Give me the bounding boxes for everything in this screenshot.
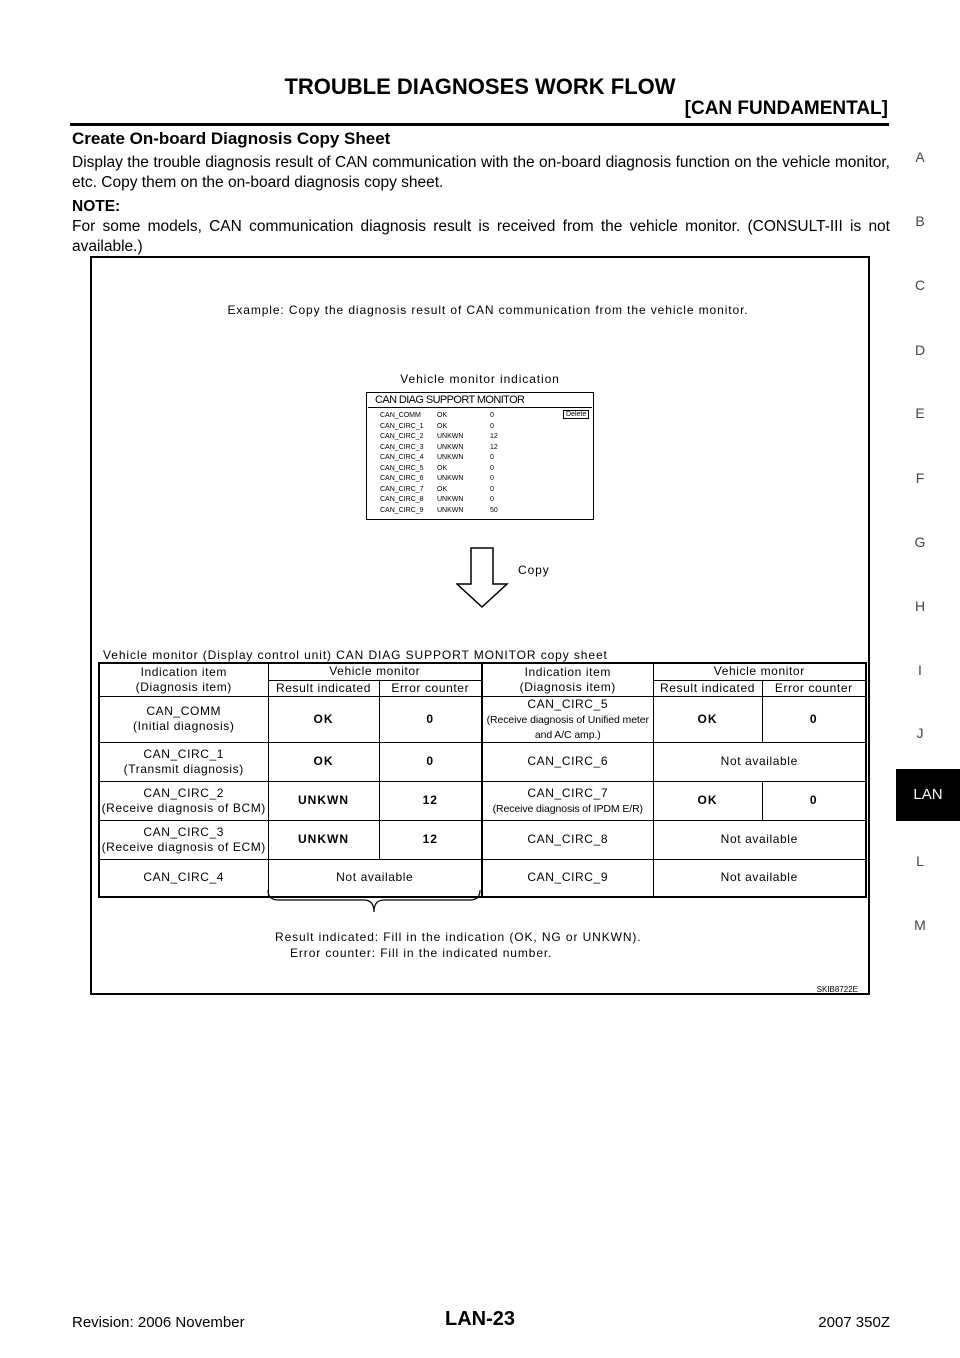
monitor-item: CAN_CIRC_5 — [380, 464, 424, 472]
header-item-sublabel: (Diagnosis item) — [519, 679, 616, 694]
monitor-row — [380, 506, 530, 517]
error-cell: 12 — [379, 820, 482, 859]
item-name: CAN_CIRC_7 — [527, 785, 609, 800]
sheet-caption: Vehicle monitor (Display control unit) CAN DIAG SUPPORT MONITOR copy sheet — [103, 648, 608, 662]
side-index-j[interactable]: J — [916, 725, 924, 741]
monitor-result: UNKWN — [437, 496, 464, 503]
section-title: Create On-board Diagnosis Copy Sheet — [72, 129, 391, 148]
monitor-rows — [380, 411, 530, 516]
monitor-item: CAN_CIRC_4 — [380, 454, 424, 461]
legend-result: Result indicated: Fill in the indication (OK, NG or UNKWN). — [275, 930, 642, 944]
footer-page-number: LAN-23 — [444, 1308, 515, 1330]
row-item — [99, 742, 268, 781]
legend-error: Error counter: Fill in the indicated number. — [290, 946, 553, 960]
page-title: TROUBLE DIAGNOSES WORK FLOW — [284, 74, 676, 99]
header-indication-item — [99, 663, 268, 696]
row-item: CAN_CIRC_4 — [99, 859, 268, 897]
monitor-item: CAN_CIRC_2 — [380, 433, 424, 440]
monitor-title-rule — [368, 407, 592, 408]
copy-label: Copy — [518, 563, 550, 577]
row-item — [99, 820, 268, 859]
footer-revision: Revision: 2006 November — [72, 1314, 245, 1331]
monitor-row — [380, 474, 530, 485]
monitor-count: 12 — [490, 433, 498, 440]
side-index-lan-active[interactable]: LAN — [896, 769, 960, 821]
monitor-count: 0 — [490, 475, 494, 482]
header-result: Result indicated — [653, 680, 762, 696]
error-cell: 0 — [379, 742, 482, 781]
monitor-result: UNKWN — [437, 506, 464, 514]
table-row — [99, 696, 866, 742]
table-row — [99, 742, 866, 781]
row-item: CAN_CIRC_9 — [482, 859, 653, 897]
monitor-caption: Vehicle monitor indication — [400, 372, 560, 386]
row-item — [99, 781, 268, 820]
error-cell: 12 — [379, 781, 482, 820]
side-index-b[interactable]: B — [915, 213, 925, 229]
item-desc: (Receive diagnosis of BCM) — [101, 800, 266, 815]
monitor-row — [380, 464, 530, 475]
monitor-row — [380, 453, 530, 464]
header-item-label: Indication item — [140, 664, 227, 679]
monitor-row — [380, 411, 530, 422]
table-row — [99, 781, 866, 820]
copy-sheet-table — [98, 662, 867, 898]
item-desc: and A/C amp.) — [534, 728, 601, 741]
example-caption: Example: Copy the diagnosis result of CAN communication from the vehicle monitor. — [227, 303, 749, 317]
note-label: NOTE: — [72, 198, 121, 215]
monitor-count: 0 — [490, 422, 494, 430]
row-item: CAN_CIRC_8 — [482, 820, 653, 859]
item-desc: (Receive diagnosis of Unified meter — [486, 713, 649, 726]
copy-arrow-icon — [456, 546, 512, 610]
monitor-count: 0 — [490, 412, 494, 419]
monitor-item: CAN_CIRC_7 — [380, 485, 424, 493]
monitor-item: CAN_COMM — [380, 412, 421, 419]
monitor-item: CAN_CIRC_6 — [380, 475, 424, 482]
error-cell: 0 — [379, 696, 482, 742]
monitor-count: 0 — [490, 454, 494, 461]
monitor-title: CAN DIAG SUPPORT MONITOR — [375, 394, 525, 406]
result-cell: UNKWN — [268, 820, 379, 859]
section-body: Display the trouble diagnosis result of CAN communication with the on-board diagnosis function on the vehicle monitor, etc. Copy them on the on-board diagnosis copy sheet. — [72, 154, 890, 191]
row-item — [482, 696, 653, 742]
side-index-f[interactable]: F — [915, 470, 925, 486]
monitor-count: 0 — [490, 485, 494, 493]
monitor-count: 0 — [490, 496, 494, 503]
monitor-result: UNKWN — [437, 475, 464, 482]
row-item: CAN_CIRC_6 — [482, 742, 653, 781]
result-cell: OK — [653, 696, 762, 742]
monitor-count: 0 — [490, 464, 494, 472]
monitor-result: UNKWN — [437, 433, 464, 440]
monitor-row — [380, 422, 530, 433]
row-item — [482, 781, 653, 820]
header-item-label: Indication item — [524, 664, 611, 679]
delete-button[interactable]: Delete — [563, 410, 589, 419]
monitor-result: OK — [437, 422, 448, 430]
item-name: CAN_CIRC_2 — [143, 785, 225, 800]
result-cell: OK — [653, 781, 762, 820]
side-index-i[interactable]: I — [918, 662, 922, 678]
monitor-result: OK — [437, 464, 448, 472]
table-header-row — [99, 663, 866, 680]
item-desc: (Receive diagnosis of ECM) — [101, 839, 266, 854]
brace-icon — [266, 888, 484, 916]
page-subtitle: [CAN FUNDAMENTAL] — [684, 98, 888, 119]
monitor-result: OK — [437, 412, 448, 419]
not-available-cell: Not available — [653, 859, 866, 897]
header-item-sublabel: (Diagnosis item) — [135, 679, 232, 694]
monitor-row — [380, 495, 530, 506]
side-index-a[interactable]: A — [915, 149, 925, 165]
not-available-cell: Not available — [653, 820, 866, 859]
monitor-item: CAN_CIRC_1 — [380, 422, 424, 430]
monitor-row — [380, 432, 530, 443]
monitor-item: CAN_CIRC_9 — [380, 506, 424, 514]
vehicle-monitor-screen — [366, 392, 594, 520]
item-desc: (Transmit diagnosis) — [123, 761, 244, 776]
monitor-result: OK — [437, 485, 448, 493]
side-index-g[interactable]: G — [914, 534, 926, 550]
item-name: CAN_CIRC_5 — [527, 696, 609, 711]
error-cell: 0 — [762, 781, 866, 820]
side-index-c[interactable]: C — [914, 277, 926, 293]
header-indication-item — [482, 663, 653, 696]
monitor-row — [380, 485, 530, 496]
side-index-e[interactable]: E — [915, 405, 925, 421]
monitor-count: 12 — [490, 443, 498, 451]
error-cell: 0 — [762, 696, 866, 742]
monitor-item: CAN_CIRC_8 — [380, 496, 424, 503]
monitor-count: 50 — [490, 506, 498, 514]
monitor-result: UNKWN — [437, 443, 464, 451]
footer-model: 2007 350Z — [818, 1314, 890, 1331]
item-name: CAN_CIRC_3 — [143, 824, 225, 839]
result-cell: OK — [268, 742, 379, 781]
item-name: CAN_COMM — [146, 704, 222, 718]
header-error: Error counter — [379, 680, 482, 696]
not-available-cell: Not available — [268, 859, 482, 897]
result-cell: UNKWN — [268, 781, 379, 820]
note-text: For some models, CAN communication diagnosis result is received from the vehicle monitor. (CONSULT-III is not available.) — [72, 218, 890, 255]
not-available-cell: Not available — [653, 742, 866, 781]
header-error: Error counter — [762, 680, 866, 696]
side-index-d[interactable]: D — [914, 342, 926, 358]
monitor-result: UNKWN — [437, 454, 464, 461]
header-rule — [70, 123, 889, 126]
monitor-item: CAN_CIRC_3 — [380, 443, 424, 451]
side-index-m[interactable]: M — [914, 917, 926, 933]
header-result: Result indicated — [268, 680, 379, 696]
item-desc: (Receive diagnosis of IPDM E/R) — [492, 802, 643, 815]
row-item — [99, 696, 268, 742]
side-index-h[interactable]: H — [914, 598, 926, 614]
item-name: CAN_CIRC_1 — [143, 746, 225, 761]
item-desc: (Initial diagnosis) — [133, 719, 235, 733]
header-vehicle-monitor: Vehicle monitor — [268, 663, 482, 680]
monitor-row — [380, 443, 530, 454]
figure-code: SKIB8722E — [816, 985, 858, 994]
table-row — [99, 820, 866, 859]
side-index-l[interactable]: L — [916, 853, 924, 869]
result-cell: OK — [268, 696, 379, 742]
header-vehicle-monitor: Vehicle monitor — [653, 663, 866, 680]
